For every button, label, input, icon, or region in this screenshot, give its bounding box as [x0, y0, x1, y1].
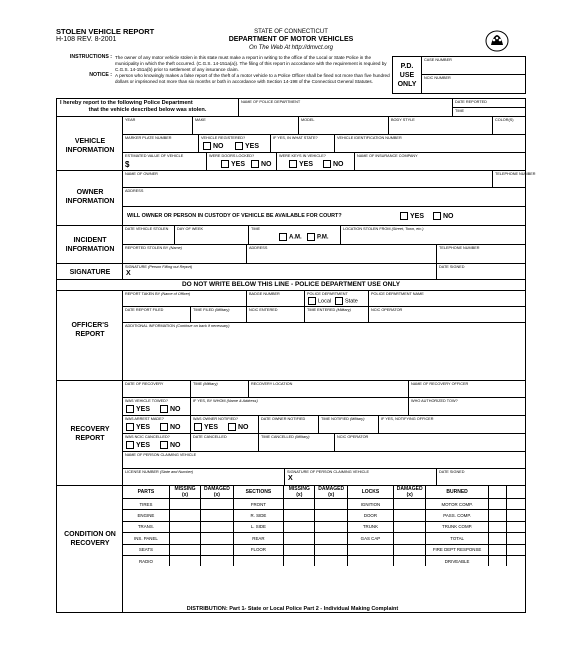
ncic-cancelled-field [123, 434, 191, 452]
towed-yes-checkbox[interactable] [126, 405, 134, 413]
condition-mark-cell[interactable] [315, 533, 347, 544]
notified-yes-checkbox[interactable] [194, 423, 202, 431]
condition-mark-cell[interactable] [201, 510, 233, 521]
reported-by-hint: (Name) [169, 246, 182, 250]
department-name: DEPARTMENT OF MOTOR VEHICLES [228, 36, 354, 43]
state-name: STATE OF CONNECTICUT [254, 29, 328, 35]
recovery-location-label: RECOVERY LOCATION [251, 382, 293, 386]
registered-label: VEHICLE REGISTERED? [201, 136, 246, 140]
date-filed-field[interactable] [123, 307, 191, 323]
incident-section [57, 226, 123, 264]
cancelled-yes-text: YES [136, 441, 151, 449]
report-line-1: I hereby report to the following Police Department [60, 100, 193, 106]
keys-no-text: NO [333, 160, 344, 168]
recovery-officer-label: NAME OF RECOVERY OFFICER [411, 382, 469, 386]
registered-no-text: NO [213, 142, 224, 150]
condition-part-label: TRUNK COMP. [426, 521, 488, 532]
towed-label: WAS VEHICLE TOWED? [125, 399, 168, 403]
reporter-address-field[interactable] [247, 245, 437, 264]
court-availability-question: WILL OWNER OR PERSON IN CUSTODY OF VEHICLE BE AVAILABLE FOR COURT? [127, 213, 342, 219]
day-of-week-field[interactable] [175, 226, 249, 245]
reported-by-field[interactable] [123, 245, 247, 264]
condition-part-label: MOTOR COMP. [426, 499, 488, 510]
condition-part-label: TOTAL [426, 533, 488, 544]
registered-yes-text: YES [245, 142, 260, 150]
police-dept-type-field [305, 291, 369, 307]
instructions-label: INSTRUCTIONS : [69, 54, 112, 60]
registered-no-checkbox[interactable] [203, 142, 211, 150]
claim-date-field[interactable] [437, 469, 525, 486]
condition-row [123, 555, 525, 566]
doors-no-checkbox[interactable] [251, 160, 259, 168]
keys-label: WERE KEYS IN VEHICLE? [279, 154, 326, 158]
condition-header-cell: DAMAGED (x) [315, 486, 347, 499]
condition-mark-cell[interactable] [169, 510, 200, 521]
authorized-tow-field[interactable] [409, 398, 525, 416]
condition-mark-cell[interactable] [393, 544, 425, 555]
condition-mark-cell[interactable] [201, 521, 233, 532]
value-field[interactable] [123, 153, 207, 171]
time-stolen-label: TIME [251, 227, 261, 231]
condition-header-cell: MISSING (x) [169, 486, 200, 499]
vin-label: VEHICLE IDENTIFICATION NUMBER [337, 136, 402, 140]
condition-part-label: R. SIDE [233, 510, 284, 521]
recovery-officer-field[interactable] [409, 381, 525, 398]
condition-mark-cell[interactable] [315, 521, 347, 532]
condition-header-cell: MISSING (x) [284, 486, 315, 499]
recovery-date-label: DATE OF RECOVERY [125, 382, 164, 386]
condition-part-label: SEATS [123, 544, 169, 555]
time-entered-field[interactable] [305, 307, 369, 323]
signature-x: X [126, 270, 131, 277]
cancelled-no-checkbox[interactable] [160, 441, 168, 449]
body-style-field[interactable] [389, 117, 493, 135]
recovery-ncic-operator-field[interactable] [335, 434, 525, 452]
location-stolen-hint: (Street, Town, etc.) [391, 227, 424, 231]
dollar-sign: $ [125, 160, 130, 169]
local-text: Local [318, 298, 332, 305]
towed-by-field[interactable] [191, 398, 409, 416]
doors-locked-field [207, 153, 277, 171]
condition-header-cell [507, 486, 525, 499]
ncic-entered-field[interactable] [247, 307, 305, 323]
recovery-ncic-operator-label: NCIC OPERATOR [337, 435, 369, 439]
pd-use-only-box [392, 56, 422, 94]
condition-mark-cell[interactable] [488, 499, 507, 510]
date-reported-field[interactable] [453, 99, 525, 108]
reported-by-label: REPORTED STOLEN BY [125, 246, 169, 250]
condition-part-label: FLOOR [233, 544, 284, 555]
police-department-label: NAME OF POLICE DEPARTMENT [241, 100, 301, 104]
case-number-label: CASE NUMBER [424, 58, 452, 62]
form-title: STOLEN VEHICLE REPORT [56, 27, 155, 36]
court-yes-checkbox[interactable] [400, 212, 408, 220]
condition-part-label: GAS CAP [347, 533, 393, 544]
recovery-time-hint: (Military) [203, 382, 218, 386]
make-label: MAKE [195, 118, 206, 122]
arrest-yes-text: YES [136, 423, 151, 431]
time-stolen-field [249, 226, 341, 245]
vehicle-section-title: VEHICLE INFORMATION [65, 138, 115, 154]
cancelled-no-text: NO [170, 441, 181, 449]
owner-phone-field[interactable] [493, 171, 536, 188]
dept-name-label: POLICE DEPARTMENT NAME [371, 292, 424, 296]
report-statement [57, 99, 239, 117]
condition-part-label [347, 544, 393, 555]
form-revision: H-108 REV. 8-2001 [56, 36, 117, 43]
plate-field[interactable] [123, 135, 199, 153]
am-text: A.M. [289, 234, 302, 241]
license-hint: (State and Number) [159, 470, 194, 474]
owner-notified-field [191, 416, 259, 434]
arrest-no-checkbox[interactable] [160, 423, 168, 431]
value-label: ESTIMATED VALUE OF VEHICLE [125, 154, 184, 158]
body-style-label: BODY STYLE [391, 118, 415, 122]
police-department-field[interactable] [239, 99, 453, 117]
additional-info-hint: (Continue on back if necessary) [176, 324, 230, 328]
arrest-label: WAS ARREST MADE? [125, 417, 164, 421]
condition-part-label [233, 555, 284, 566]
condition-mark-cell[interactable] [201, 499, 233, 510]
dept-name-field[interactable] [369, 291, 525, 307]
case-number-field[interactable] [422, 56, 526, 75]
taken-by-field[interactable] [123, 291, 247, 307]
condition-row [123, 544, 525, 555]
notified-no-checkbox[interactable] [228, 423, 236, 431]
reporter-phone-field[interactable] [437, 245, 525, 264]
condition-mark-cell[interactable] [284, 521, 315, 532]
condition-mark-cell[interactable] [201, 544, 233, 555]
condition-part-label: PASS. COMP. [426, 510, 488, 521]
state-seal-icon [484, 30, 510, 52]
doors-yes-text: YES [231, 160, 246, 168]
incident-section-title: INCIDENT INFORMATION [65, 237, 115, 253]
claim-date-label: DATE SIGNED [439, 470, 465, 474]
pd-use-only-label: P.D. USE ONLY [397, 62, 417, 88]
year-field[interactable] [123, 117, 193, 135]
plate-label: MARKER PLATE NUMBER [125, 136, 172, 140]
condition-part-label: REAR [233, 533, 284, 544]
condition-mark-cell[interactable] [201, 555, 233, 566]
signature-hint: (Person Filling out Report) [147, 265, 193, 269]
doors-locked-label: WERE DOORS LOCKED? [209, 154, 255, 158]
condition-mark-cell[interactable] [169, 544, 200, 555]
condition-header-cell: PARTS [123, 486, 169, 499]
condition-mark-cell[interactable] [507, 521, 525, 532]
cancelled-yes-checkbox[interactable] [126, 441, 134, 449]
date-signed-label: DATE SIGNED [439, 265, 465, 269]
day-of-week-label: DAY OF WEEK [177, 227, 204, 231]
towed-no-text: NO [170, 405, 181, 413]
condition-part-label: L. SIDE [233, 521, 284, 532]
registered-state-label: IF YES, IN WHAT STATE? [273, 136, 318, 140]
time-notified-label: TIME NOTIFIED [321, 417, 349, 421]
court-no-text: NO [443, 212, 454, 220]
time-filed-label: TIME FILED [193, 308, 214, 312]
signature-section-title: SIGNATURE [69, 269, 111, 276]
owner-name-label: NAME OF OWNER [125, 172, 158, 176]
condition-mark-cell[interactable] [507, 499, 525, 510]
reporter-phone-label: TELEPHONE NUMBER [439, 246, 480, 250]
recovery-time-field[interactable] [191, 381, 249, 398]
pm-checkbox[interactable] [307, 233, 315, 241]
badge-field[interactable] [247, 291, 305, 307]
condition-part-label: IGNITION [347, 499, 393, 510]
condition-mark-cell[interactable] [488, 521, 507, 532]
towed-yes-text: YES [136, 405, 151, 413]
police-dept-type-label: POLICE DEPARTMENT [307, 292, 348, 296]
condition-section-title: CONDITION ON RECOVERY [64, 531, 116, 547]
ncic-operator-label: NCIC OPERATOR [371, 308, 403, 312]
badge-label: BADGE NUMBER [249, 292, 280, 296]
condition-mark-cell[interactable] [169, 533, 200, 544]
registered-state-field[interactable] [271, 135, 335, 153]
notified-no-text: NO [238, 423, 249, 431]
recovery-location-field[interactable] [249, 381, 409, 398]
condition-mark-cell[interactable] [284, 555, 315, 566]
towed-field [123, 398, 191, 416]
condition-mark-cell[interactable] [169, 499, 200, 510]
date-filed-label: DATE REPORT FILED [125, 308, 164, 312]
condition-mark-cell[interactable] [393, 555, 425, 566]
local-checkbox[interactable] [308, 297, 316, 305]
condition-header-cell: LOCKS [347, 486, 393, 499]
condition-mark-cell[interactable] [393, 499, 425, 510]
pm-text: P.M. [317, 234, 329, 241]
header-center [206, 28, 376, 52]
condition-mark-cell[interactable] [507, 533, 525, 544]
recovery-section-title: RECOVERY REPORT [70, 426, 110, 442]
signature-field[interactable] [123, 264, 437, 280]
condition-part-label [347, 555, 393, 566]
date-notified-field[interactable] [259, 416, 319, 434]
condition-part-label: FIRE DEPT RESPONSE [426, 544, 488, 555]
condition-header-cell: DAMAGED (x) [201, 486, 233, 499]
notifying-officer-label: IF YES, NOTIFYING OFFICER [381, 417, 434, 421]
police-use-bar: DO NOT WRITE BELOW THIS LINE - POLICE DEPARTMENT USE ONLY [57, 280, 525, 291]
condition-part-label: INS. PANEL [123, 533, 169, 544]
condition-header-cell: BURNED [426, 486, 488, 499]
condition-mark-cell[interactable] [393, 521, 425, 532]
condition-part-label: ENGINE [123, 510, 169, 521]
condition-mark-cell[interactable] [315, 510, 347, 521]
doors-yes-checkbox[interactable] [221, 160, 229, 168]
insurance-label: NAME OF INSURANCE COMPANY [357, 154, 418, 158]
condition-header-cell [488, 486, 507, 499]
model-field[interactable] [299, 117, 389, 135]
towed-by-hint: (Name & Address) [226, 399, 258, 403]
signature-section [57, 264, 123, 280]
arrest-field [123, 416, 191, 434]
condition-part-label: TRANS. [123, 521, 169, 532]
time-reported-field[interactable] [453, 108, 525, 117]
condition-mark-cell[interactable] [507, 544, 525, 555]
time-notified-field[interactable] [319, 416, 379, 434]
distribution-note: DISTRIBUTION: Part 1- State or Local Police Part 2 - Individual Making Complaint [186, 606, 399, 612]
court-availability-field [123, 207, 525, 226]
condition-mark-cell[interactable] [315, 555, 347, 566]
condition-part-label: FRONT [233, 499, 284, 510]
condition-table [123, 486, 525, 566]
ncic-number-field[interactable] [422, 75, 526, 94]
time-entered-hint: (Military) [336, 308, 351, 312]
colors-label: COLOR(S) [495, 118, 514, 122]
condition-part-label: DOOR [347, 510, 393, 521]
condition-part-label: RADIO [123, 555, 169, 566]
notifying-officer-field[interactable] [379, 416, 525, 434]
date-stolen-field[interactable] [123, 226, 175, 245]
recovery-date-field[interactable] [123, 381, 191, 398]
condition-header-cell: DAMAGED (x) [393, 486, 425, 499]
time-filed-hint: (Military) [214, 308, 230, 312]
arrest-no-text: NO [170, 423, 181, 431]
claim-signature-field[interactable] [285, 469, 437, 486]
officer-section [57, 291, 123, 381]
ncic-number-label: NCIC NUMBER [424, 76, 451, 80]
keys-yes-text: YES [299, 160, 314, 168]
date-notified-label: DATE OWNER NOTIFIED [261, 417, 306, 421]
condition-part-label: TRUNK [347, 521, 393, 532]
date-stolen-label: DATE VEHICLE STOLEN [125, 227, 169, 231]
location-stolen-field[interactable] [341, 226, 525, 245]
notice-text: A person who knowingly makes a false report of the theft of a motor vehicle to a Police Officer shall be fined not more than five hundred dollars or imprisoned not more than six months or both in accordance with Section 14-198 of the Connecticut General Statutes. [115, 73, 390, 85]
license-label: LICENSE NUMBER [125, 470, 159, 474]
time-cancelled-hint: (Military) [294, 435, 310, 439]
location-stolen-label: LOCATION STOLEN FROM [343, 227, 391, 231]
model-label: MODEL [301, 118, 315, 122]
owner-phone-label: TELEPHONE NUMBER [495, 172, 536, 176]
condition-part-label: DRIVEABLE [426, 555, 488, 566]
ncic-cancelled-label: WAS NCIC CANCELLED? [125, 435, 170, 439]
am-checkbox[interactable] [279, 233, 287, 241]
condition-header-cell: SECTIONS [233, 486, 284, 499]
time-cancelled-label: TIME CANCELLED [261, 435, 294, 439]
notified-yes-text: YES [204, 423, 219, 431]
doors-no-text: NO [261, 160, 272, 168]
keys-yes-checkbox[interactable] [289, 160, 297, 168]
taken-by-label: REPORT TAKEN BY [125, 292, 161, 296]
condition-row [123, 510, 525, 521]
insurance-field[interactable] [355, 153, 525, 171]
additional-info-label: ADDITIONAL INFORMATION [125, 324, 175, 328]
year-label: YEAR [125, 118, 136, 122]
authorized-tow-label: WHO AUTHORIZED TOW? [411, 399, 458, 403]
instructions-text: The owner of any motor vehicle stolen in this state must make a report in writing to the office of the Local or State Police in the municipality in which the theft occurred. (C.G.S. 14-151a(a)). The filing of this report in accordance with the requirement is required by C.G.S. 14-151a(b) prior to settlement of any insurance claim. [115, 55, 387, 72]
condition-mark-cell[interactable] [507, 510, 525, 521]
court-yes-text: YES [410, 212, 425, 220]
time-reported-label: TIME [455, 109, 465, 113]
officer-section-title: OFFICER'S REPORT [71, 322, 109, 338]
date-cancelled-field[interactable] [191, 434, 259, 452]
taken-by-hint: (Name of Officer) [161, 292, 191, 296]
condition-section [57, 486, 123, 612]
notice-label: NOTICE : [89, 72, 112, 79]
date-reported-label: DATE REPORTED [455, 100, 487, 104]
header-left [56, 28, 154, 44]
owner-name-field[interactable] [123, 171, 493, 188]
condition-mark-cell[interactable] [201, 533, 233, 544]
condition-mark-cell[interactable] [315, 499, 347, 510]
condition-mark-cell[interactable] [488, 533, 507, 544]
condition-mark-cell[interactable] [284, 510, 315, 521]
court-no-checkbox[interactable] [433, 212, 441, 220]
web-address: On The Web At http://dmvct.org [248, 45, 334, 51]
claim-signature-label: SIGNATURE OF PERSON CLAIMING VEHICLE [287, 470, 369, 474]
date-signed-field[interactable] [437, 264, 525, 280]
towed-no-checkbox[interactable] [160, 405, 168, 413]
reporter-address-label: ADDRESS [249, 246, 268, 250]
state-checkbox[interactable] [335, 297, 343, 305]
claiming-person-label: NAME OF PERSON CLAIMING VEHICLE [125, 453, 197, 457]
registered-yes-checkbox[interactable] [235, 142, 243, 150]
vin-field[interactable] [335, 135, 525, 153]
time-notified-hint: (Military) [349, 417, 365, 421]
condition-mark-cell[interactable] [488, 555, 507, 566]
colors-field[interactable] [493, 117, 525, 135]
condition-header-row [123, 486, 525, 499]
owner-address-label: ADDRESS [125, 189, 144, 193]
owner-section-title: OWNER INFORMATION [65, 189, 115, 205]
claiming-person-field[interactable] [123, 452, 525, 469]
date-cancelled-label: DATE CANCELLED [193, 435, 227, 439]
arrest-yes-checkbox[interactable] [126, 423, 134, 431]
claim-signature-x: X [288, 475, 293, 482]
main-form-grid [56, 98, 536, 613]
condition-row [123, 521, 525, 532]
condition-mark-cell[interactable] [488, 544, 507, 555]
owner-address-field[interactable] [123, 188, 525, 207]
condition-mark-cell[interactable] [169, 521, 200, 532]
ncic-entered-label: NCIC ENTERED [249, 308, 278, 312]
state-text: State [345, 298, 358, 305]
time-filed-field[interactable] [191, 307, 247, 323]
condition-mark-cell[interactable] [488, 510, 507, 521]
condition-mark-cell[interactable] [284, 499, 315, 510]
registered-field [199, 135, 271, 153]
recovery-time-label: TIME [193, 382, 203, 386]
signature-label: SIGNATURE [125, 265, 147, 269]
ncic-operator-field[interactable] [369, 307, 525, 323]
time-cancelled-field[interactable] [259, 434, 335, 452]
towed-by-label: IF YES, BY WHOM [193, 399, 226, 403]
keys-no-checkbox[interactable] [323, 160, 331, 168]
owner-notified-label: WAS OWNER NOTIFIED? [193, 417, 239, 421]
keys-field [277, 153, 355, 171]
condition-row [123, 499, 525, 510]
condition-row [123, 533, 525, 544]
condition-mark-cell[interactable] [393, 533, 425, 544]
vehicle-section [57, 117, 123, 171]
recovery-section [57, 381, 123, 486]
condition-mark-cell[interactable] [284, 544, 315, 555]
condition-mark-cell[interactable] [315, 544, 347, 555]
condition-mark-cell[interactable] [284, 533, 315, 544]
condition-mark-cell[interactable] [393, 510, 425, 521]
condition-mark-cell[interactable] [507, 555, 525, 566]
instructions-block [56, 55, 391, 85]
report-line-2: that the vehicle described below was stolen. [88, 107, 207, 113]
make-field[interactable] [193, 117, 299, 135]
condition-part-label: TIRES [123, 499, 169, 510]
license-field[interactable] [123, 469, 285, 486]
owner-section [57, 171, 123, 226]
time-entered-label: TIME ENTERED [307, 308, 336, 312]
additional-info-field[interactable] [123, 323, 525, 381]
condition-mark-cell[interactable] [169, 555, 200, 566]
